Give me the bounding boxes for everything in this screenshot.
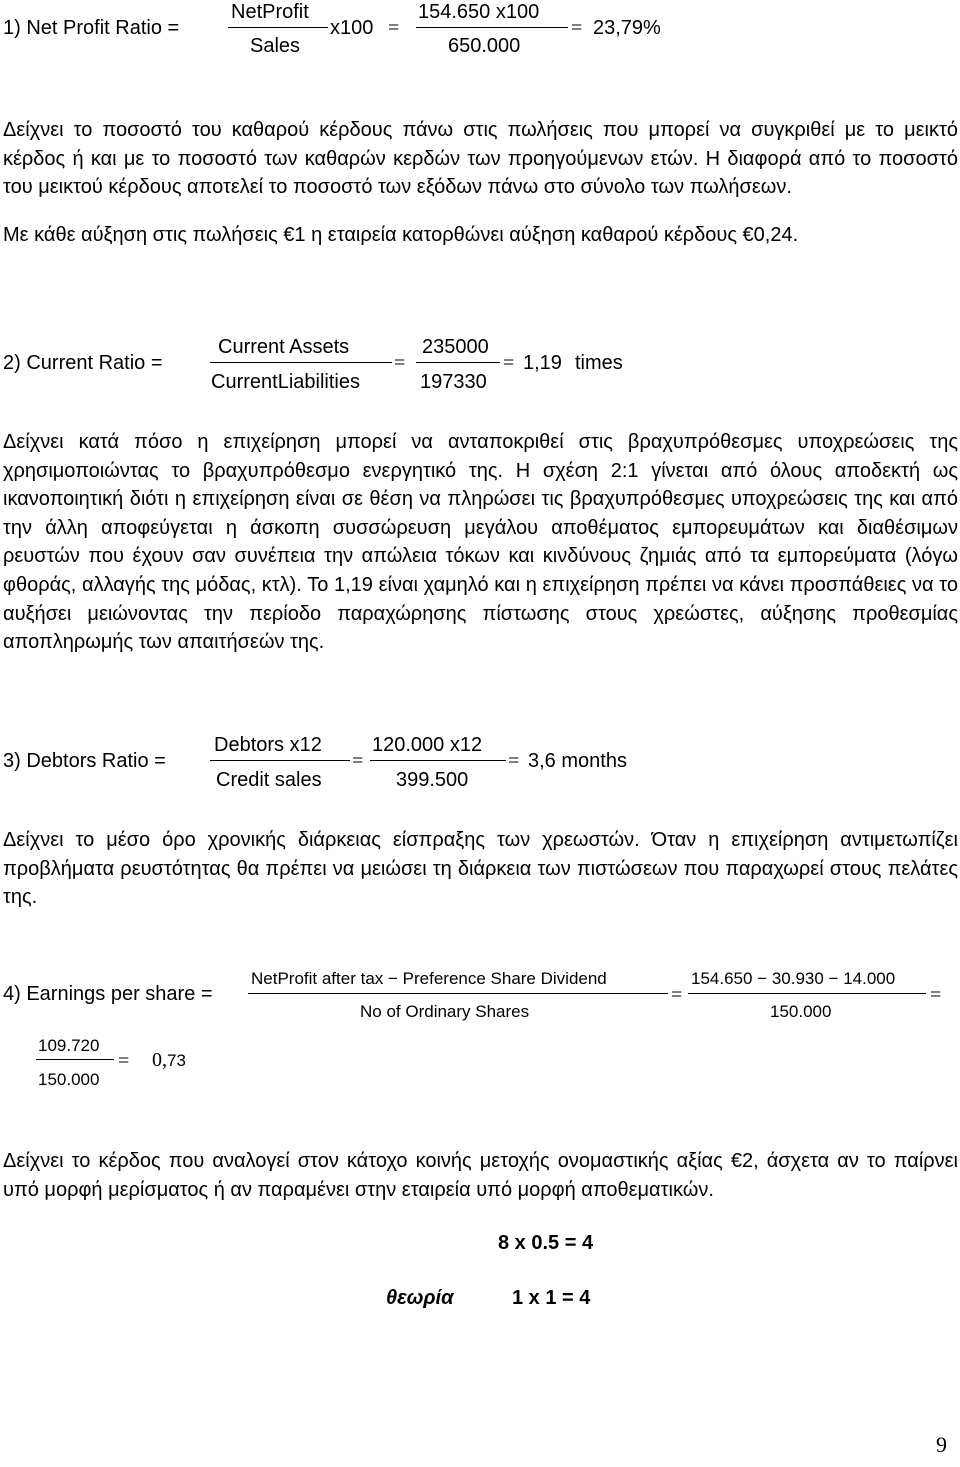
- paragraph-eps-explanation: Δείχνει το κέρδος που αναλογεί στον κάτοχο κοινής μετοχής ονομαστικής αξίας €2, άσχετα αν το παίρνει υπό μορφή μερίσματος ή αν παραμένει στην εταιρεία υπό μορφή αποθεματικών.: [3, 1150, 958, 1201]
- ratio1-result: 23,79%: [593, 17, 661, 39]
- ratio1-equals-2: =: [571, 17, 583, 39]
- ratio3-denominator-text: Credit sales: [216, 769, 322, 791]
- ratio4-numerator-text: NetProfit after tax − Preference Share Dividend: [251, 969, 607, 988]
- ratio4-denominator-text: No of Ordinary Shares: [360, 1002, 530, 1021]
- ratio3-fraction-bar: [210, 760, 350, 761]
- ratio2-result: 1,19: [523, 352, 562, 374]
- calculation-line-2: 1 x 1 = 4: [512, 1287, 591, 1309]
- ratio4-step-equals: =: [118, 1050, 130, 1072]
- ratio4-step-result: [152, 1050, 186, 1070]
- ratio2-fraction-bar: [210, 362, 392, 363]
- ratio4-fraction-bar-2: [688, 993, 926, 994]
- ratio4-fraction-bar: [248, 993, 668, 994]
- ratio4-numerator-value: 154.650 − 30.930 − 14.000: [691, 969, 896, 988]
- ratio1-fraction-bar: [228, 27, 328, 28]
- ratio3-result: 3,6 months: [528, 750, 627, 772]
- ratio1-denominator-text: Sales: [250, 35, 301, 57]
- ratio3-fraction-bar-2: [370, 760, 506, 761]
- ratio4-step-result-lead: 0,: [152, 1049, 167, 1071]
- paragraph-current-ratio-explanation: Δείχνει κατά πόσο η επιχείρηση μπορεί να ανταποκριθεί στις βραχυπρόθεσμες υποχρεώσεις της χρησιμοποιώντας το βραχυπρόθεσμο ενεργητικό της. Η σχέση 2:1 γίνεται από όλους αποδεκτή ως ικανοποιητική διότι η επιχείρηση είναι σε θέση να πληρώσει τις βραχυπρόθεσμες υποχρεώσεις της και από την άλλη αποφεύγεται η άσκοπη συσσώρευση μεγάλου αποθέματος εμπορευμάτων και διαθέσιμων ρευστών που έχουν σαν συνέπεια την απώλεια τόκων και κινδύνους ζημιάς από τα εμπορεύματα (λόγω φθοράς, αλλαγής της μόδας, κτλ). Το 1,19 είναι χαμηλό και η επιχείρηση πρέπει να κάνει προσπάθειες να το αυξήσει μειώνοντας την περίοδο παραχώρησης πίστωσης στους χρεώστες, αύξησης προθεσμίας αποπληρωμής των απαιτήσεών της.: [3, 431, 958, 654]
- ratio3-denominator-value: 399.500: [396, 769, 469, 791]
- ratio2-numerator-value: 235000: [422, 336, 489, 358]
- ratio3-numerator-value: 120.000 x12: [372, 734, 483, 756]
- page-number: 9: [936, 1432, 947, 1457]
- ratio4-denominator-value: 150.000: [770, 1002, 832, 1021]
- ratio1-denominator-value: 650.000: [448, 35, 521, 57]
- ratio2-denominator-value: 197330: [420, 371, 487, 393]
- ratio1-multiplier: x100: [330, 17, 374, 39]
- ratio2-label: 2) Current Ratio =: [3, 352, 163, 374]
- ratio4-equals-1: =: [671, 984, 683, 1006]
- calculation-line-1: 8 x 0.5 = 4: [498, 1232, 594, 1254]
- ratio2-equals-1: =: [394, 352, 406, 374]
- ratio4-step-denominator: 150.000: [38, 1070, 100, 1089]
- ratio3-numerator-text: Debtors x12: [214, 734, 322, 756]
- ratio4-step-result-tail: 73: [167, 1051, 186, 1070]
- paragraph-debtors-explanation: Δείχνει το μέσο όρο χρονικής διάρκειας είσπραξης των χρεωστών. Όταν η επιχείρηση αντιμετωπίζει προβλήματα ρευστότητας θα πρέπει να μειώσει τη διάρκεια των πιστώσεων που παραχωρεί στους πελάτες της.: [3, 829, 958, 909]
- ratio3-equals-2: =: [508, 750, 520, 772]
- ratio1-numerator-value: 154.650 x100: [418, 1, 540, 23]
- ratio2-unit: times: [575, 352, 623, 374]
- ratio1-fraction-bar-2: [416, 27, 568, 28]
- paragraph-net-profit-note: Με κάθε αύξηση στις πωλήσεις €1 η εταιρεία κατορθώνει αύξηση καθαρού κέρδους €0,24.: [3, 224, 799, 246]
- ratio3-label: 3) Debtors Ratio =: [3, 750, 166, 772]
- ratio3-equals-1: =: [352, 750, 364, 772]
- ratio2-numerator-text: Current Assets: [218, 336, 350, 358]
- ratio2-denominator-text: CurrentLiabilities: [211, 371, 360, 393]
- theory-label: θεωρία: [386, 1287, 454, 1309]
- ratio4-step-fraction-bar: [36, 1059, 114, 1060]
- ratio4-equals-2: =: [930, 984, 942, 1006]
- paragraph-net-profit-explanation: Δείχνει το ποσοστό του καθαρού κέρδους πάνω στις πωλήσεις που μπορεί να συγκριθεί με το μεικτό κέρδος ή και με το ποσοστό των καθαρών κερδών των προηγούμενων ετών. Η διαφορά από το ποσοστό του μεικτού κέρδους αποτελεί το ποσοστό των εξόδων πάνω στο σύνολο των πωλήσεων.: [3, 119, 958, 199]
- ratio2-equals-2: =: [503, 352, 515, 374]
- ratio1-equals-1: =: [388, 17, 400, 39]
- ratio2-fraction-bar-2: [416, 362, 500, 363]
- ratio4-step-numerator: 109.720: [38, 1036, 100, 1055]
- ratio1-label: 1) Net Profit Ratio =: [3, 17, 180, 39]
- ratio4-label: 4) Earnings per share =: [3, 983, 213, 1005]
- ratio1-numerator-text: NetProfit: [231, 1, 309, 23]
